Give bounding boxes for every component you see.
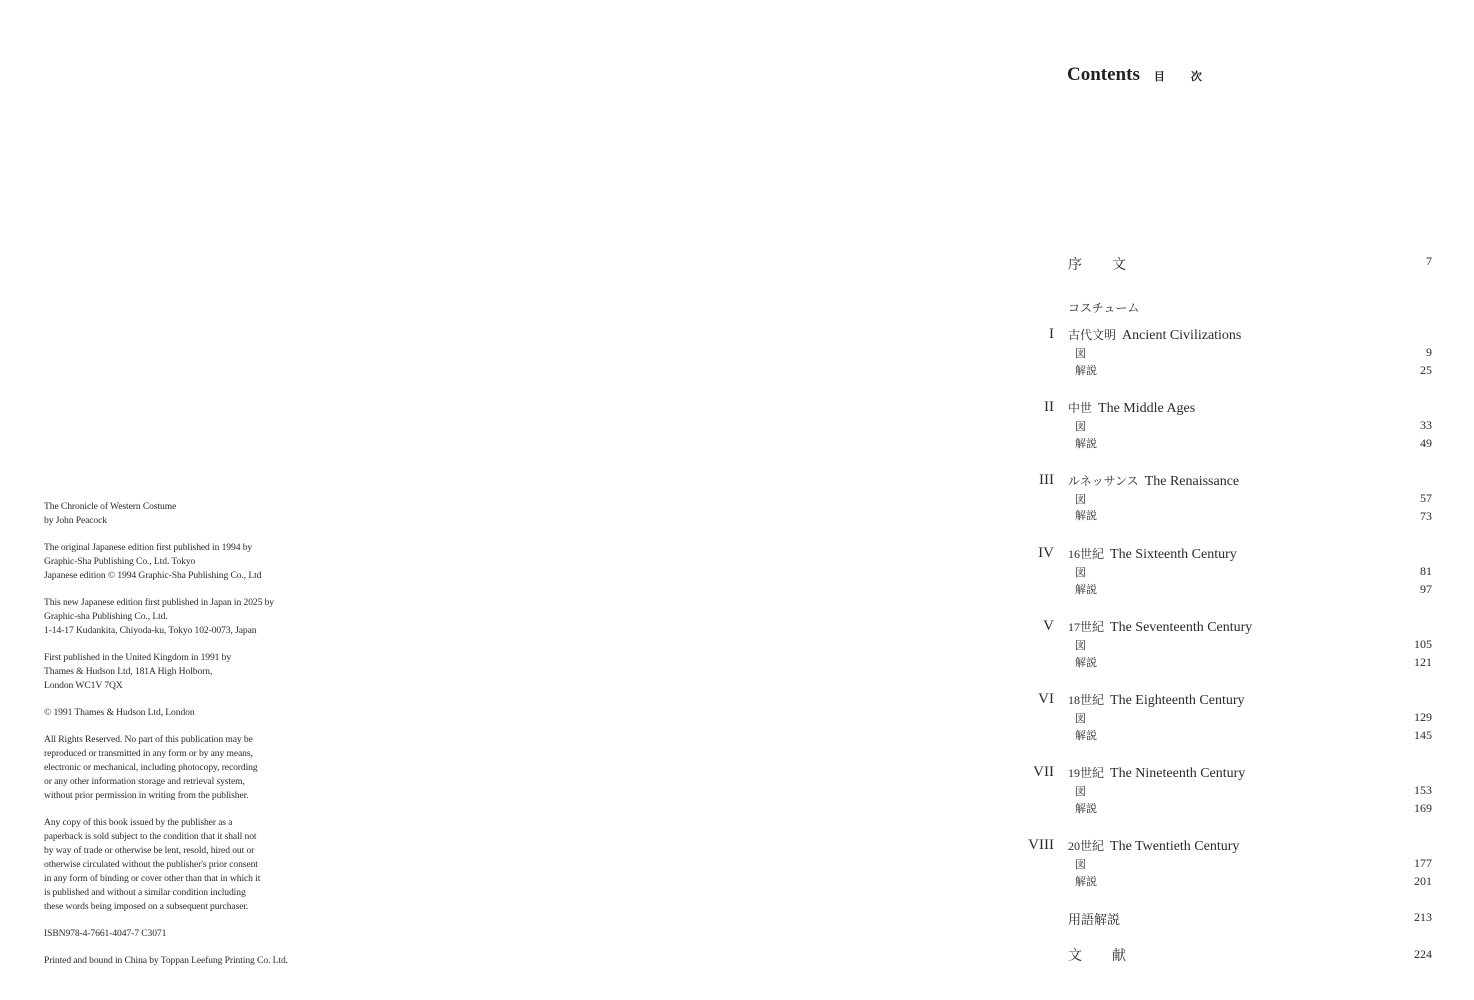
colophon: [44, 500, 374, 981]
toc-chapter-8[interactable]: [1068, 837, 1239, 855]
toc-figures[interactable]: 図: [1075, 859, 1086, 871]
toc-chapter-3[interactable]: [1068, 472, 1239, 490]
toc-chapter-5[interactable]: [1068, 618, 1252, 636]
colophon-line: reproduced or transmitted in any form or by any means,: [44, 748, 253, 759]
chapter-title-en: The Seventeenth Century: [1110, 620, 1253, 635]
colophon-line: by way of trade or otherwise be lent, resold, hired out or: [44, 845, 255, 856]
toc-chapter-7[interactable]: [1068, 764, 1245, 782]
toc-chapter-2[interactable]: [1068, 399, 1195, 417]
colophon-line: these words being imposed on a subsequent purchaser.: [44, 901, 249, 912]
colophon-copyright: [44, 706, 374, 720]
contents-title-jp: 目次: [1153, 71, 1228, 83]
colophon-line: © 1991 Thames & Hudson Ltd, London: [44, 707, 195, 718]
toc-description[interactable]: 解説: [1075, 584, 1097, 596]
colophon-title-block: [44, 500, 374, 528]
colophon-line: Any copy of this book issued by the publisher as a: [44, 817, 233, 828]
colophon-line: All Rights Reserved. No part of this publication may be: [44, 734, 253, 745]
chapter-title-jp: 20世紀: [1068, 839, 1105, 853]
chapter-number: V: [1043, 618, 1054, 634]
toc-figures[interactable]: 図: [1075, 348, 1086, 360]
chapter-title-en: Ancient Civilizations: [1122, 328, 1242, 343]
toc-figures[interactable]: 図: [1075, 494, 1086, 506]
colophon-line: is published and without a similar condition including: [44, 887, 246, 898]
chapter-number: IV: [1038, 545, 1054, 561]
colophon-line: or any other information storage and retrieval system,: [44, 776, 245, 787]
colophon-rights-reserved: [44, 733, 374, 803]
colophon-conditions: [44, 816, 374, 914]
toc-description[interactable]: 解説: [1075, 510, 1097, 522]
toc-page-number: 153: [1414, 783, 1432, 797]
colophon-line: otherwise circulated without the publisher's prior consent: [44, 859, 258, 870]
chapter-title-en: The Eighteenth Century: [1110, 693, 1245, 708]
chapter-title-en: The Twentieth Century: [1110, 839, 1240, 854]
chapter-title-en: The Sixteenth Century: [1110, 547, 1237, 562]
colophon-isbn: [44, 927, 374, 941]
chapter-title-en: The Middle Ages: [1098, 401, 1196, 416]
chapter-title-jp: 古代文明: [1068, 328, 1117, 342]
toc-page-number: 9: [1426, 345, 1432, 359]
chapter-number: VIII: [1028, 837, 1054, 853]
chapter-title-en: The Nineteenth Century: [1110, 766, 1246, 781]
colophon-original-edition: [44, 541, 374, 583]
colophon-line: The original Japanese edition first published in 1994 by: [44, 542, 253, 553]
toc-chapter-6[interactable]: [1068, 691, 1245, 709]
toc-page-number: 33: [1420, 418, 1432, 432]
colophon-line: by John Peacock: [44, 515, 107, 526]
colophon-line: Graphic-Sha Publishing Co., Ltd. Tokyo: [44, 556, 196, 567]
colophon-line: This new Japanese edition first published in Japan in 2025 by: [44, 597, 274, 608]
chapter-number: VII: [1033, 764, 1054, 780]
toc-bibliography[interactable]: 文献: [1068, 949, 1156, 964]
toc-figures[interactable]: 図: [1075, 640, 1086, 652]
toc-figures[interactable]: 図: [1075, 421, 1086, 433]
colophon-line: Graphic-sha Publishing Co., Ltd.: [44, 611, 168, 622]
toc-bibliography-page: 224: [1414, 947, 1432, 961]
chapter-title-jp: 19世紀: [1068, 766, 1105, 780]
toc-preface[interactable]: 序文: [1068, 258, 1156, 273]
colophon-line: Printed and bound in China by Toppan Leefung Printing Co. Ltd.: [44, 955, 288, 966]
toc-page-number: 129: [1414, 710, 1432, 724]
contents-title: [1067, 64, 1228, 86]
toc-glossary-page: 213: [1414, 910, 1432, 924]
colophon-line: in any form of binding or cover other than that in which it: [44, 873, 261, 884]
toc-page-number: 97: [1420, 582, 1432, 596]
colophon-first-published: [44, 651, 374, 693]
toc-page-number: 169: [1414, 801, 1432, 815]
toc-page-number: 25: [1420, 363, 1432, 377]
toc-description[interactable]: 解説: [1075, 365, 1097, 377]
isbn: ISBN978-4-7661-4047-7 C3071: [44, 928, 167, 939]
toc-page-number: 57: [1420, 491, 1432, 505]
toc-description[interactable]: 解説: [1075, 803, 1097, 815]
chapter-number: II: [1044, 399, 1054, 415]
colophon-line: First published in the United Kingdom in 1991 by: [44, 652, 232, 663]
colophon-line: London WC1V 7QX: [44, 680, 123, 691]
toc-page-number: 49: [1420, 436, 1432, 450]
toc-description[interactable]: 解説: [1075, 876, 1097, 888]
colophon-line: without prior permission in writing from the publisher.: [44, 790, 249, 801]
toc-description[interactable]: 解説: [1075, 730, 1097, 742]
chapter-title-jp: 中世: [1068, 401, 1093, 415]
toc-chapter-4[interactable]: [1068, 545, 1237, 563]
toc-figures[interactable]: 図: [1075, 786, 1086, 798]
chapter-number: III: [1039, 472, 1054, 488]
toc-preface-page: 7: [1426, 254, 1432, 268]
colophon-new-edition: [44, 596, 374, 638]
colophon-line: paperback is sold subject to the condition that it shall not: [44, 831, 257, 842]
toc-page-number: 81: [1420, 564, 1432, 578]
chapter-title-jp: ルネッサンス: [1068, 474, 1139, 488]
toc-page-number: 145: [1414, 728, 1432, 742]
toc-page-number: 73: [1420, 509, 1432, 523]
chapter-title-jp: 16世紀: [1068, 547, 1105, 561]
colophon-line: 1-14-17 Kudankita, Chiyoda-ku, Tokyo 102-0073, Japan: [44, 625, 257, 636]
colophon-line: Japanese edition © 1994 Graphic-Sha Publishing Co., Ltd: [44, 570, 262, 581]
toc-chapter-1[interactable]: [1068, 326, 1241, 344]
chapter-number: VI: [1038, 691, 1054, 707]
toc-figures[interactable]: 図: [1075, 567, 1086, 579]
toc-description[interactable]: 解説: [1075, 438, 1097, 450]
toc-page-number: 121: [1414, 655, 1432, 669]
toc-costume-heading: コスチューム: [1068, 301, 1140, 315]
toc-description[interactable]: 解説: [1075, 657, 1097, 669]
chapter-title-en: The Renaissance: [1144, 474, 1240, 489]
chapter-title-jp: 17世紀: [1068, 620, 1105, 634]
colophon-line: electronic or mechanical, including photocopy, recording: [44, 762, 258, 773]
colophon-line: The Chronicle of Western Costume: [44, 501, 177, 512]
toc-page-number: 105: [1414, 637, 1432, 651]
toc-page-number: 201: [1414, 874, 1432, 888]
chapter-title-jp: 18世紀: [1068, 693, 1105, 707]
toc-page-number: 177: [1414, 856, 1432, 870]
chapter-number: I: [1049, 326, 1054, 342]
contents-title-en: Contents: [1067, 64, 1140, 85]
toc-glossary[interactable]: 用語解説: [1068, 912, 1121, 927]
toc-figures[interactable]: 図: [1075, 713, 1086, 725]
colophon-line: Thames & Hudson Ltd, 181A High Holborn,: [44, 666, 213, 677]
colophon-printer: [44, 954, 374, 968]
